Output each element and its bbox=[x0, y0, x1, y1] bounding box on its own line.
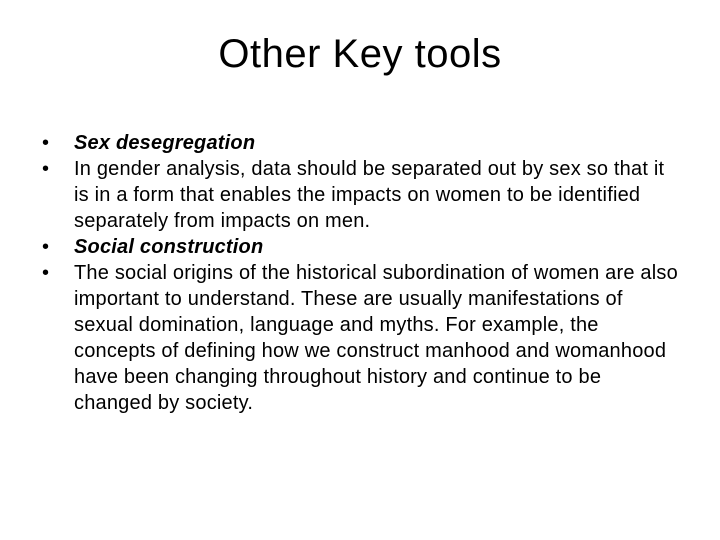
bullet-item-gender-analysis bbox=[42, 156, 682, 234]
bullet-icon: • bbox=[42, 158, 50, 180]
bullet-icon: • bbox=[42, 262, 50, 284]
slide-title: Other Key tools bbox=[218, 32, 502, 76]
bullet-text: Sex desegregation bbox=[74, 132, 256, 154]
bullet-item-social-construction bbox=[42, 234, 682, 260]
bullet-item-social-origins bbox=[42, 260, 682, 416]
bullet-text: The social origins of the historical subordination of women are also important to understand. These are usually manifestations of sexual domination, language and myths. For example, the concepts of defining how we construct manhood and womanhood have been changing throughout history and continue to be changed by society. bbox=[74, 262, 678, 414]
bullet-icon: • bbox=[42, 132, 50, 154]
bullet-icon: • bbox=[42, 236, 50, 258]
bullet-text: Social construction bbox=[74, 236, 264, 258]
bullet-text: In gender analysis, data should be separated out by sex so that it is in a form that enables the impacts on women to be identified separately from impacts on men. bbox=[74, 158, 665, 232]
bullet-item-sex-desegregation bbox=[42, 130, 682, 156]
bullet-list bbox=[42, 130, 682, 416]
